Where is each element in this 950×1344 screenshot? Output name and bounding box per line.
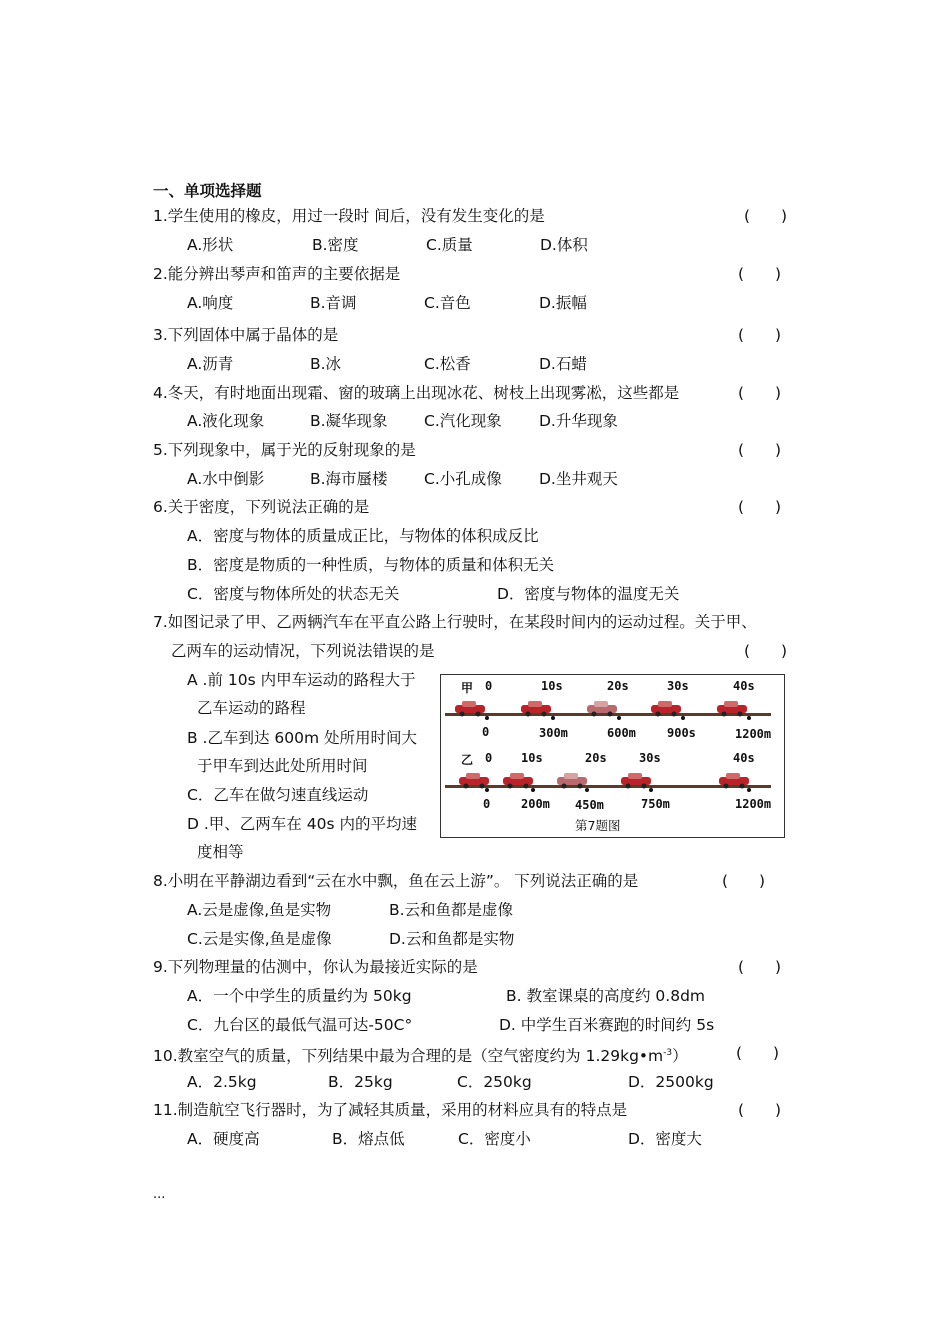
answer-paren[interactable]: ( ) (738, 265, 782, 283)
option: B．25kg (328, 1073, 393, 1091)
answer-paren[interactable]: ( ) (738, 384, 782, 402)
option: B .乙车到达 600m 处所用时间大 (187, 729, 418, 747)
question-4-stem: 4.冬天，有时地面出现霜、窗的玻璃上出现冰花、树枝上出现雾凇，这些都是 (153, 384, 680, 402)
question-11-stem: 11.制造航空飞行器时，为了减轻其质量，采用的材料应具有的特点是 (153, 1101, 628, 1119)
position-label: 450m (575, 798, 604, 812)
option: D.云和鱼都是实物 (389, 930, 515, 948)
option: D.石蜡 (539, 355, 587, 373)
position-label: 0 (483, 797, 491, 811)
option: A.响度 (187, 294, 234, 312)
question-7-stem-cont: 乙两车的运动情况，下列说法错误的是 (171, 642, 435, 660)
position-dot (681, 716, 685, 720)
option: C．密度与物体所处的状态无关 (187, 585, 400, 603)
option: B.凝华现象 (310, 412, 388, 430)
question-2-stem: 2.能分辨出琴声和笛声的主要依据是 (153, 265, 401, 283)
figure-caption: 第7题图 (575, 818, 621, 833)
option: A．2.5kg (187, 1073, 257, 1091)
option: A.水中倒影 (187, 470, 265, 488)
answer-paren[interactable]: ( ) (738, 1101, 782, 1119)
time-label: 0 (485, 679, 493, 693)
option: B.云和鱼都是虚像 (389, 901, 514, 919)
time-label: 0 (485, 751, 493, 765)
time-label: 20s (607, 679, 629, 693)
answer-paren[interactable]: ( ) (738, 441, 782, 459)
option: D.升华现象 (539, 412, 618, 430)
option-cont: 度相等 (197, 843, 244, 861)
option: D．2500kg (628, 1073, 714, 1091)
option: D．密度与物体的温度无关 (497, 585, 680, 603)
option: A．硬度高 (187, 1130, 260, 1148)
time-label: 40s (733, 751, 755, 765)
time-label: 10s (521, 751, 543, 765)
option: C.音色 (424, 294, 471, 312)
question-6-stem: 6.关于密度，下列说法正确的是 (153, 498, 370, 516)
position-label: 200m (521, 797, 550, 811)
car-b-label: 乙 (461, 753, 474, 767)
road (445, 785, 771, 788)
position-label: 1200m (735, 797, 772, 811)
option: B.密度 (312, 236, 359, 254)
option: B．熔点低 (332, 1130, 405, 1148)
option: C.松香 (424, 355, 471, 373)
question-5-stem: 5.下列现象中，属于光的反射现象的是 (153, 441, 416, 459)
option: B．密度是物质的一种性质，与物体的质量和体积无关 (187, 556, 555, 574)
car-motion-figure (440, 674, 785, 838)
option: A.液化现象 (187, 412, 265, 430)
option: A．一个中学生的质量约为 50kg (187, 987, 412, 1005)
option: B. 教室课桌的高度约 0.8dm (506, 987, 706, 1005)
car-a-track (445, 679, 771, 741)
option: B.音调 (310, 294, 357, 312)
car-a-label: 甲 (461, 681, 474, 695)
position-dot (485, 788, 489, 792)
option: D .甲、乙两车在 40s 内的平均速 (187, 815, 417, 833)
option: C．密度小 (458, 1130, 531, 1148)
time-label: 10s (541, 679, 563, 693)
option: C.汽化现象 (424, 412, 502, 430)
position-dot (551, 716, 555, 720)
position-dot (747, 716, 751, 720)
option: B.海市蜃楼 (310, 470, 388, 488)
question-3-stem: 3.下列固体中属于晶体的是 (153, 326, 339, 344)
time-label: 30s (667, 679, 689, 693)
answer-paren[interactable]: ( ) (744, 642, 788, 660)
position-label: 0 (482, 725, 490, 739)
superscript: -3 (663, 1048, 673, 1058)
option: C.质量 (426, 236, 473, 254)
option: B.冰 (310, 355, 342, 373)
car-motion-diagram (441, 675, 784, 837)
position-dot (485, 716, 489, 720)
option: D. 中学生百米赛跑的时间约 5s (499, 1016, 715, 1034)
option: C.小孔成像 (424, 470, 502, 488)
footer-ellipsis: ... (153, 1187, 166, 1202)
question-10-stem-end: ） (672, 1047, 688, 1066)
option: A．密度与物体的质量成正比，与物体的体积成反比 (187, 527, 539, 545)
question-10-stem (153, 1043, 688, 1066)
position-dot (531, 788, 535, 792)
question-1-stem: 1.学生使用的橡皮，用过一段时 间后，没有发生变化的是 (153, 207, 545, 225)
option: D.坐井观天 (539, 470, 618, 488)
position-label: 300m (539, 726, 568, 740)
option: D.振幅 (539, 294, 587, 312)
option-cont: 于甲车到达此处所用时间 (197, 757, 368, 775)
option: D．密度大 (628, 1130, 702, 1148)
option: C．九台区的最低气温可达-50C° (187, 1016, 413, 1034)
position-dot (585, 788, 589, 792)
position-label: 1200m (735, 727, 772, 741)
position-dot (617, 716, 621, 720)
answer-paren[interactable]: ( ) (738, 958, 782, 976)
question-9-stem: 9.下列物理量的估测中，你认为最接近实际的是 (153, 958, 478, 976)
time-label: 40s (733, 679, 755, 693)
answer-paren[interactable]: ( ) (722, 872, 766, 890)
car-b-track (445, 751, 771, 812)
option: C．乙车在做匀速直线运动 (187, 786, 369, 804)
question-7-stem: 7.如图记录了甲、乙两辆汽车在平直公路上行驶时，在某段时间内的运动过程。关于甲、 (153, 613, 757, 631)
option: A .前 10s 内甲车运动的路程大于 (187, 671, 416, 689)
answer-paren[interactable]: ( ) (736, 1044, 780, 1062)
option: C．250kg (457, 1073, 532, 1091)
answer-paren[interactable]: ( ) (738, 498, 782, 516)
option-cont: 乙车运动的路程 (197, 699, 306, 717)
question-10-stem-text: 10.教室空气的质量，下列结果中最为合理的是（空气密度约为 1.29kg•m (153, 1047, 664, 1066)
option: D.体积 (540, 236, 588, 254)
position-label: 600m (607, 726, 636, 740)
question-8-stem: 8.小明在平静湖边看到“云在水中飘，鱼在云上游”。 下列说法正确的是 (153, 872, 639, 890)
position-dot (649, 788, 653, 792)
time-label: 30s (639, 751, 661, 765)
position-label: 900s (667, 726, 696, 740)
option: A.沥青 (187, 355, 234, 373)
answer-paren[interactable]: ( ) (744, 207, 788, 225)
option: A.云是虚像,鱼是实物 (187, 901, 332, 919)
option: A.形状 (187, 236, 234, 254)
position-dot (747, 788, 751, 792)
answer-paren[interactable]: ( ) (738, 326, 782, 344)
option: C.云是实像,鱼是虚像 (187, 930, 332, 948)
time-label: 20s (585, 751, 607, 765)
section-title: 一、单项选择题 (153, 182, 262, 200)
position-label: 750m (641, 797, 670, 811)
